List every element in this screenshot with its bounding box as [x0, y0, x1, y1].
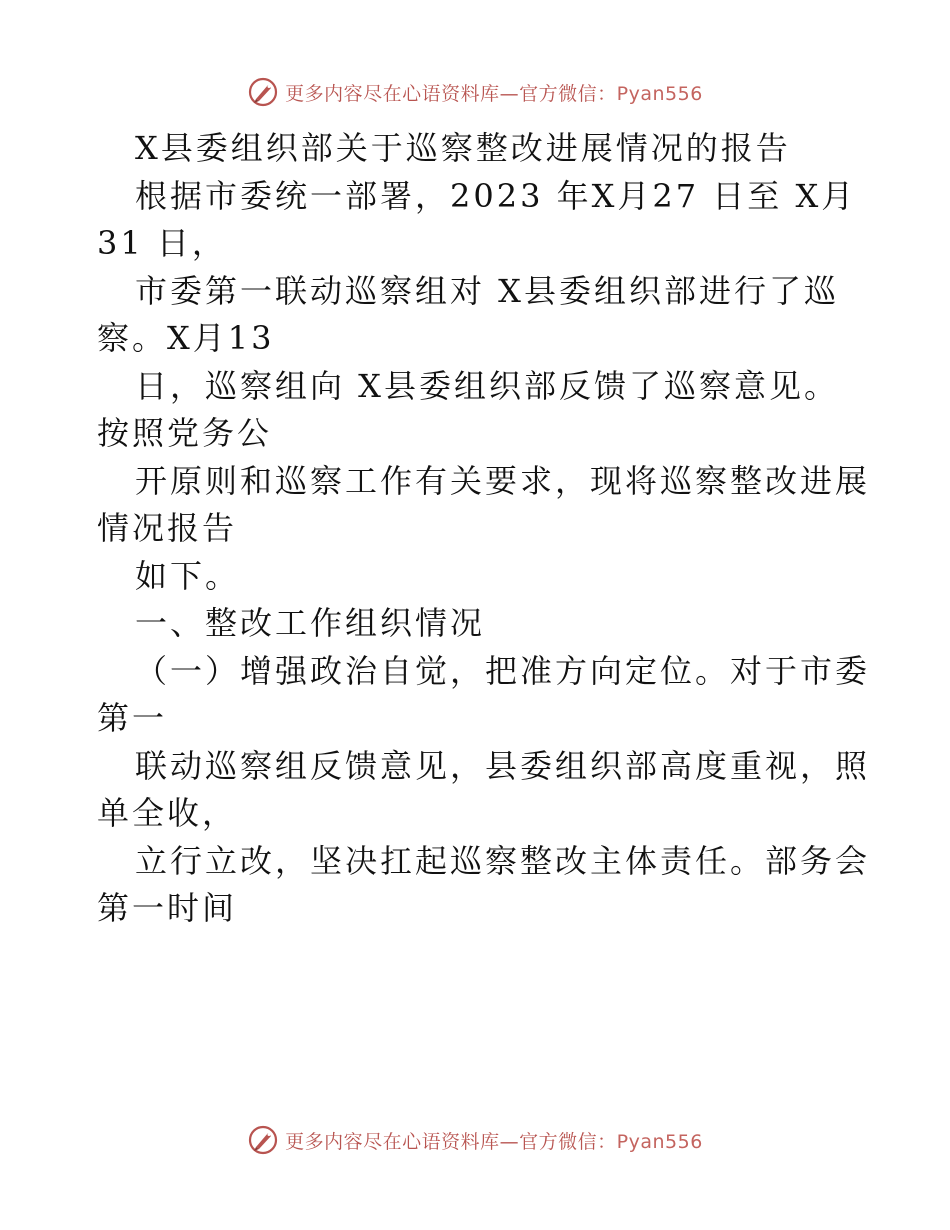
paragraph-line: 日，巡察组向 X县委组织部反馈了巡察意见。 — [135, 366, 839, 405]
paragraph-line: 按照党务公 — [97, 414, 273, 452]
paragraph-line: 第一 — [97, 699, 168, 737]
paragraph-line: 情况报告 — [97, 509, 238, 547]
paragraph-line: 察。X月13 — [97, 319, 275, 357]
paragraph-line: 开原则和巡察工作有关要求，现将巡察整改进展 — [135, 461, 871, 500]
paragraph-line: 立行立改，坚决扛起巡察整改主体责任。部务会 — [135, 841, 871, 880]
section-heading: 一、整改工作组织情况 — [135, 604, 486, 642]
watermark-text: 更多内容尽在心语资料库—官方微信：Pyan556 — [285, 1130, 703, 1153]
paragraph-line: 单全收， — [97, 794, 238, 832]
document-title: X县委组织部关于巡察整改进展情况的报告 — [135, 129, 791, 167]
paragraph-line: 联动巡察组反馈意见，县委组织部高度重视，照 — [135, 746, 871, 785]
watermark-banner-bottom — [0, 1120, 950, 1160]
subsection-heading: （一）增强政治自觉，把准方向定位。对于市委 — [135, 651, 871, 690]
paragraph-line: 市委第一联动巡察组对 X县委组织部进行了巡 — [135, 271, 839, 310]
paragraph-line: 根据市委统一部署，2023 年X月27 日至 X月 — [135, 176, 857, 215]
paragraph-line: 如下。 — [135, 556, 241, 595]
red-quill-logo-icon — [247, 1124, 279, 1156]
paragraph-line: 31 日， — [97, 224, 227, 262]
watermark-text: 更多内容尽在心语资料库—官方微信：Pyan556 — [285, 82, 703, 105]
document-body — [97, 125, 871, 933]
red-quill-logo-icon — [247, 76, 279, 108]
paragraph-line: 第一时间 — [97, 889, 238, 927]
watermark-banner-top — [0, 72, 950, 112]
